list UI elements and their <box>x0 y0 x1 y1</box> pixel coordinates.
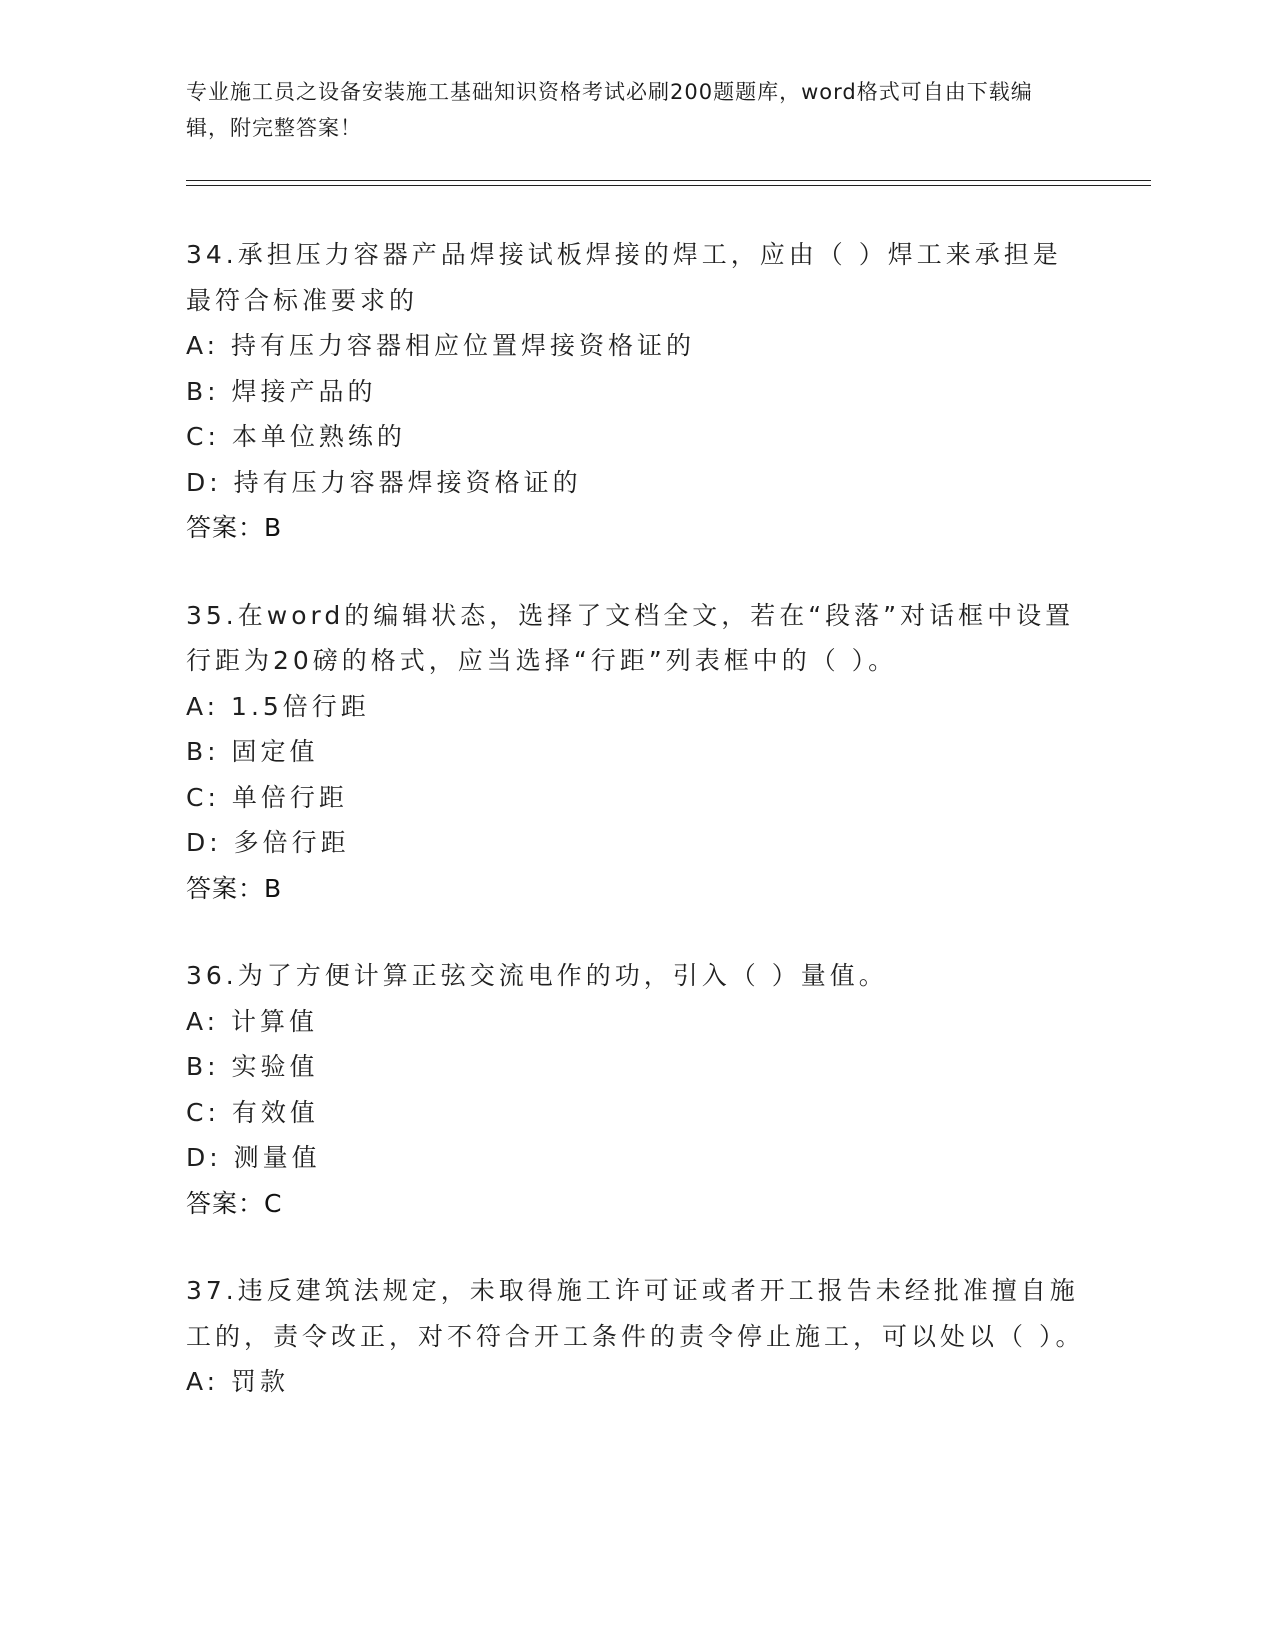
option-c: C: 有效值 <box>186 1097 319 1127</box>
answer-text: 答案：B <box>186 873 283 903</box>
header-divider-bottom <box>186 185 1151 186</box>
question-37 <box>186 1268 1086 1405</box>
option-d: D: 多倍行距 <box>186 828 350 857</box>
option-c: C: 本单位熟练的 <box>186 422 406 451</box>
option-d: D: 持有压力容器焊接资格证的 <box>186 467 582 497</box>
question-stem: 34.承担压力容器产品焊接试板焊接的焊工，应由（ ）焊工来承担是最符合标准要求的 <box>186 240 1062 315</box>
question-34 <box>186 232 1086 551</box>
option-a: A: 1.5倍行距 <box>186 691 370 721</box>
question-stem: 36.为了方便计算正弦交流电作的功，引入（ ）量值。 <box>186 961 888 990</box>
question-stem: 35.在word的编辑状态，选择了文档全文，若在“段落”对话框中设置行距为20磅的格式，应当选择“行距”列表框中的（ ）。 <box>186 600 1075 675</box>
question-list <box>186 232 1086 1447</box>
option-a: A: 计算值 <box>186 1006 319 1036</box>
option-b: B: 焊接产品的 <box>186 376 377 406</box>
header-divider-top <box>186 180 1151 181</box>
option-a: A: 持有压力容器相应位置焊接资格证的 <box>186 331 696 360</box>
question-36 <box>186 953 1086 1226</box>
option-c: C: 单倍行距 <box>186 782 348 812</box>
option-b: B: 实验值 <box>186 1052 319 1081</box>
option-b: B: 固定值 <box>186 737 319 766</box>
answer-text: 答案：C <box>186 1188 283 1218</box>
header-text: 专业施工员之设备安装施工基础知识资格考试必刷200题题库，word格式可自由下载编辑，附完整答案！ <box>186 80 1033 140</box>
question-35 <box>186 593 1086 912</box>
question-stem: 37.违反建筑法规定，未取得施工许可证或者开工报告未经批准擅自施工的，责令改正，对不符合开工条件的责令停止施工，可以处以（ ）。 <box>186 1276 1085 1351</box>
option-d: D: 测量值 <box>186 1143 321 1172</box>
option-a: A: 罚款 <box>186 1367 290 1396</box>
answer-text: 答案：B <box>186 513 283 542</box>
document-header <box>186 74 1066 146</box>
